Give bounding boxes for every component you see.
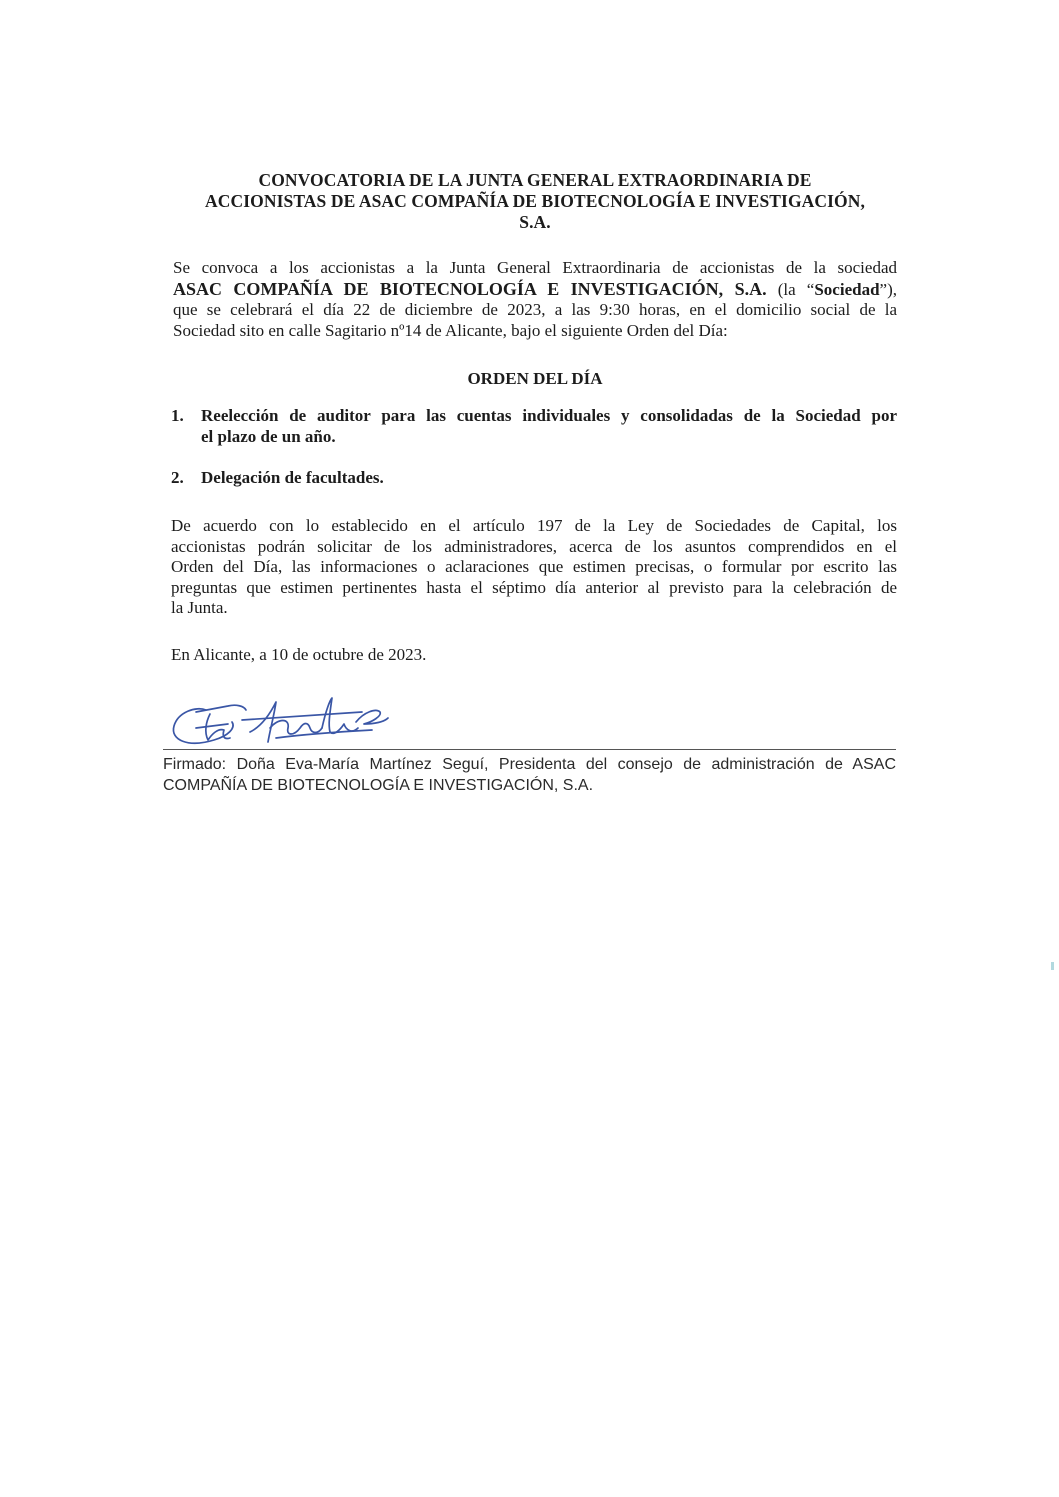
agenda-item-number: 1.: [171, 406, 184, 425]
body-line-2: accionistas podrán solicitar de los administradores, acerca de los asuntos comprendidos en el: [171, 536, 897, 556]
intro-paragraph: [173, 258, 897, 341]
company-name: ASAC COMPAÑÍA DE BIOTECNOLOGÍA E INVESTIGACIÓN, S.A.: [173, 278, 767, 299]
intro-line-2: [173, 279, 897, 301]
intro-line-2-end: ”),: [879, 279, 897, 299]
title-line-2: ACCIONISTAS DE ASAC COMPAÑÍA DE BIOTECNOLOGÍA E INVESTIGACIÓN,: [205, 191, 865, 211]
body-line-1: De acuerdo con lo establecido en el artículo 197 de la Ley de Sociedades de Capital, los: [171, 516, 897, 535]
handwritten-signature: [166, 688, 396, 758]
sociedad-term: Sociedad: [814, 279, 880, 299]
agenda-item-number: 2.: [171, 468, 184, 487]
body-line-3: Orden del Día, las informaciones o aclaraciones que estimen precisas, o formular por escrito las: [171, 557, 897, 576]
agenda-heading: ORDEN DEL DÍA: [467, 369, 603, 388]
intro-line-2-mid: (la “: [766, 279, 815, 299]
signatory-block: [163, 754, 896, 796]
agenda-item-1: [171, 406, 897, 448]
intro-line-3: que se celebrará el día 22 de diciembre de 2023, a las 9:30 horas, en el domicilio social de la: [173, 300, 897, 319]
scan-edge-mark: [1051, 962, 1054, 970]
shareholder-rights-paragraph: [171, 516, 897, 619]
agenda-item-2: [171, 468, 897, 490]
agenda-item-1-line-2: el plazo de un año.: [201, 426, 336, 446]
intro-line-4: Sociedad sito en calle Sagitario nº14 de Alicante, bajo el siguiente Orden del Día:: [173, 320, 728, 340]
agenda-item-2-line-1: Delegación de facultades.: [201, 468, 384, 487]
title-line-3: S.A.: [519, 212, 551, 232]
document-title: [165, 170, 905, 233]
signatory-line-2: COMPAÑÍA DE BIOTECNOLOGÍA E INVESTIGACIÓN, S.A.: [163, 777, 594, 794]
place-and-date: En Alicante, a 10 de octubre de 2023.: [171, 645, 427, 664]
intro-line-1: Se convoca a los accionistas a la Junta General Extraordinaria de accionistas de la sociedad: [173, 258, 897, 277]
body-line-5: la Junta.: [171, 598, 228, 617]
body-line-4: preguntas que estimen pertinentes hasta el séptimo día anterior al previsto para la celebración de: [171, 577, 897, 597]
title-line-1: CONVOCATORIA DE LA JUNTA GENERAL EXTRAORDINARIA DE: [258, 170, 812, 190]
signature-rule: [163, 749, 896, 750]
signatory-line-1: Firmado: Doña Eva-María Martínez Seguí, Presidenta del consejo de administración de ASAC: [163, 756, 896, 773]
agenda-item-1-line-1: Reelección de auditor para las cuentas individuales y consolidadas de la Sociedad por: [201, 406, 897, 425]
